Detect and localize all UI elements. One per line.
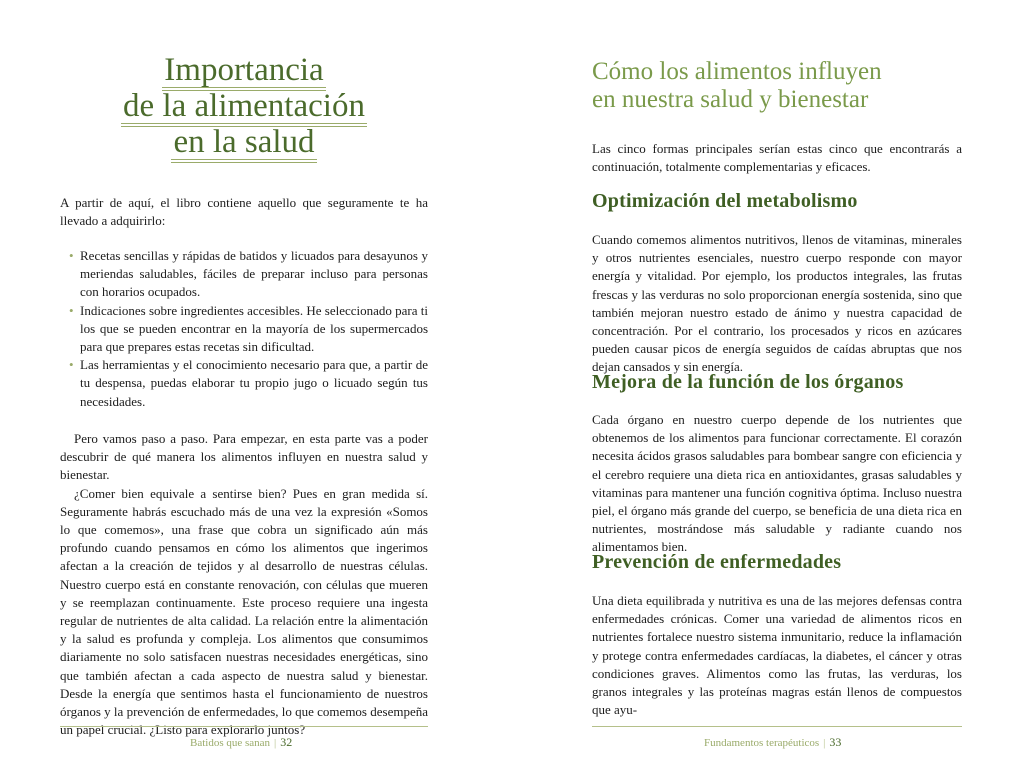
- body-paragraph-1: Pero vamos paso a paso. Para empezar, en esta parte vas a poder descubrir de qué manera los alimentos influyen en nuestra salud y bienestar.: [60, 431, 428, 483]
- bullet-icon: •: [69, 302, 74, 318]
- body-paragraphs: [60, 430, 428, 739]
- subheading-disease-prevention: Prevención de enfermedades: [592, 551, 842, 573]
- paragraph-organs: Cada órgano en nuestro cuerpo depende de los nutrientes que obtenemos de los alimentos para funcionar correctamente. El corazón necesita ácidos grasos saludables para bombear sangre con eficiencia y el cerebro requiere una dieta rica en antioxidantes, grasas saludables y vitaminas para mantener una función cognitiva óptima. Incluso nuestra piel, el órgano más grande del cuerpo, se beneficia de una dieta rica en nutrientes, mostrándose más saludable y radiante cuando nos alimentamos bien.: [592, 412, 962, 555]
- footer-rule: [592, 726, 962, 727]
- paragraph-disease-prevention: Una dieta equilibrada y nutritiva es una de las mejores defensas contra enfermedades crónicas. Comer una variedad de alimentos ricos en nutrientes fortalece nuestro sistema inmunitario, reduce la inflamación y protege contra enfermedades cardíacas, la diabetes, el cáncer y otras condiciones graves. Alimentos como las frutas, las verduras, los granos integrales y las proteínas magras están llenos de compuestos que ayu-: [592, 593, 962, 718]
- body-paragraph-2: ¿Comer bien equivale a sentirse bien? Pues en gran medida sí. Seguramente habrás escuchado más de una vez la expresión «Somos lo que comemos», una frase que cobra un significado aún más profundo cuando pensamos en cómo los alimentos que ingerimos afectan a la creación de tejidos y al desarrollo de nuestras células. Nuestro cuerpo está en constante renovación, con células que mueren y se reemplazan continuamente. Este proceso requiere una ingesta regular de nutrientes de alta calidad. La relación entre la alimentación y la salud es profunda y compleja. Los alimentos que consumimos diariamente no solo satisfacen nuestras necesidades energéticas, sino que también afectan a cada aspecto de nuestra salud y bienestar. Desde la energía que sentimos hasta el funcionamiento de nuestros órganos y la prevención de enfermedades, lo que comemos desempeña un papel crucial. ¿Listo para explorarlo juntos?: [60, 485, 428, 738]
- page-footer: [190, 735, 292, 750]
- page-number: 33: [829, 735, 842, 749]
- intro-paragraph: A partir de aquí, el libro contiene aquello que seguramente te ha llevado a adquirirlo:: [60, 195, 428, 229]
- section-title: [592, 58, 972, 114]
- footer-rule: [60, 726, 428, 727]
- chapter-title: [60, 52, 428, 160]
- list-item: • Indicaciones sobre ingredientes accesibles. He seleccionado para ti los que se pueden encontrar en la mayoría de los supermercados para que prepares estas recetas sin dificultad.: [69, 302, 428, 355]
- page-number: 32: [280, 735, 293, 749]
- chapter-title-line-3: en la salud: [173, 124, 315, 160]
- footer-separator: |: [274, 737, 277, 749]
- subheading-metabolism: Optimización del metabolismo: [592, 190, 858, 212]
- section-title-line-1: Cómo los alimentos influyen: [592, 58, 882, 85]
- bullet-icon: •: [69, 248, 74, 263]
- bullet-list: [60, 247, 428, 411]
- section-intro: Las cinco formas principales serían estas cinco que encontrarás a continuación, totalmente complementarias y eficaces.: [592, 141, 962, 175]
- subheading-organs: Mejora de la función de los órganos: [592, 371, 904, 393]
- footer-separator: |: [823, 737, 826, 749]
- paragraph-metabolism: Cuando comemos alimentos nutritivos, llenos de vitaminas, minerales y otros nutrientes esenciales, nuestro cuerpo responde con mayor energía y vitalidad. Por ejemplo, los productos integrales, las frutas frescas y las verduras no solo proporcionan energía sostenida, sino que también mejoran nuestro estado de ánimo y nuestra capacidad de concentración. Por el contrario, los procesados y ricos en azúcares pueden causar picos de energía seguidos de caídas abruptas que nos dejan cansados y sin energía.: [592, 232, 962, 375]
- list-item: • Recetas sencillas y rápidas de batidos y licuados para desayunos y meriendas saludables, fáciles de preparar incluso para personas con horarios ocupados.: [69, 248, 428, 300]
- bullet-icon: •: [69, 357, 74, 373]
- chapter-title-line-1: Importancia: [164, 52, 324, 88]
- section-title-line-2: en nuestra salud y bienestar: [592, 86, 869, 113]
- footer-book-title: Batidos que sanan: [190, 737, 271, 749]
- list-item: • Las herramientas y el conocimiento necesario para que, a partir de tu despensa, puedas elaborar tu propio jugo o licuado según tus necesidades.: [69, 357, 428, 409]
- page-footer: [704, 735, 841, 750]
- footer-section-title: Fundamentos terapéuticos: [704, 737, 820, 749]
- right-page: [510, 0, 1020, 781]
- chapter-title-line-2: de la alimentación: [123, 88, 365, 124]
